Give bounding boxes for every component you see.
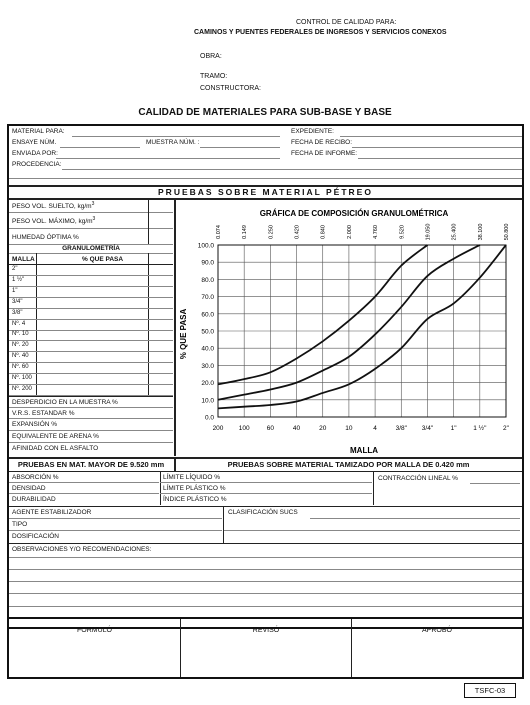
top-tick-label: 9.520 xyxy=(399,225,406,239)
y-tick-label: 70.0 xyxy=(201,294,214,302)
malla-label: Nº. 20 xyxy=(12,342,29,349)
y-tick-label: 40.0 xyxy=(201,345,214,353)
densidad-label: DENSIDAD xyxy=(12,485,46,492)
y-tick-label: 90.0 xyxy=(201,259,214,267)
desperdicio-label: DESPERDICIO EN LA MUESTRA % xyxy=(12,399,118,406)
tamizado-banner: PRUEBAS SOBRE MATERIAL TAMIZADO POR MALLA DE 0.420 mm xyxy=(227,460,470,469)
expansion-label: EXPANSIÓN % xyxy=(12,421,58,428)
agente-label: AGENTE ESTABILIZADOR xyxy=(12,509,92,516)
constructora-label: CONSTRUCTORA: xyxy=(200,85,261,92)
top-tick-label: 0.420 xyxy=(294,225,301,239)
bottom-tick-label: 20 xyxy=(319,425,327,432)
limite-plastico-label: LÍMITE PLÁSTICO % xyxy=(163,485,226,492)
ensaye-num-label: ENSAYE NÚM. xyxy=(12,139,57,146)
y-tick-label: 60.0 xyxy=(201,311,214,319)
bottom-tick-label: 3/8" xyxy=(395,425,407,432)
bottom-tick-label: 4 xyxy=(373,425,377,432)
formulo-label: FORMULÓ xyxy=(77,627,112,634)
col-pasa-header: % QUE PASA xyxy=(82,256,124,263)
durabilidad-label: DURABILIDAD xyxy=(12,496,56,503)
chart-title: GRÁFICA DE COMPOSICIÓN GRANULOMÉTRICA xyxy=(259,209,449,218)
malla-label: 3/4" xyxy=(12,298,23,305)
top-tick-label: 4.760 xyxy=(373,225,380,239)
malla-label: 1 ½" xyxy=(12,276,25,283)
malla-label: Nº. 100 xyxy=(12,375,32,381)
humedad-label: HUMEDAD ÓPTIMA % xyxy=(12,234,79,241)
chart-xlabel: MALLA xyxy=(350,446,378,455)
col-malla-header: MALLA xyxy=(12,256,35,263)
bottom-tick-label: 100 xyxy=(238,425,250,432)
y-tick-label: 10.0 xyxy=(201,397,214,405)
indice-plastico-label: ÍNDICE PLÁSTICO % xyxy=(163,496,227,503)
bottom-tick-label: 40 xyxy=(292,425,301,432)
malla-label: Nº. 60 xyxy=(12,364,29,371)
top-tick-label: 25.400 xyxy=(451,223,458,241)
limite-liquido-label: LÍMITE LÍQUIDO % xyxy=(163,474,221,481)
y-tick-label: 80.0 xyxy=(201,276,214,284)
enviada-por-label: ENVIADA POR: xyxy=(12,150,58,157)
y-tick-label: 50.0 xyxy=(201,328,214,336)
absorcion-label: ABSORCIÓN % xyxy=(12,474,59,481)
fecha-informe-label: FECHA DE INFORME: xyxy=(291,150,358,157)
tramo-label: TRAMO: xyxy=(200,73,228,80)
top-tick-label: 38.100 xyxy=(477,223,484,241)
chart-ylabel: % QUE PASA xyxy=(179,308,188,360)
form-code: TSFC-03 xyxy=(464,683,516,698)
muestra-num-label: MUESTRA NÚM. : xyxy=(146,139,200,146)
bottom-tick-label: 60 xyxy=(266,425,274,432)
y-tick-label: 20.0 xyxy=(201,380,214,388)
contraccion-label: CONTRACCIÓN LINEAL % xyxy=(378,475,458,482)
fecha-recibo-label: FECHA DE RECIBO: xyxy=(291,139,353,146)
top-tick-label: 0.074 xyxy=(216,225,222,239)
malla-label: Nº. 10 xyxy=(12,331,29,338)
top-tick-label: 2.000 xyxy=(346,225,353,239)
bottom-tick-label: 3/4" xyxy=(421,425,434,432)
gradation-curve-3 xyxy=(218,245,506,408)
reviso-label: REVISÓ xyxy=(252,627,280,634)
clasificacion-label: CLASIFICACIÓN SUCS xyxy=(228,509,298,516)
petreo-banner: PRUEBAS SOBRE MATERIAL PÉTREO xyxy=(158,187,373,197)
malla-label: 2" xyxy=(12,266,18,272)
top-tick-label: 0.840 xyxy=(320,225,327,239)
vrs-label: V.R.S. ESTANDAR % xyxy=(12,410,75,417)
y-tick-label: 0.0 xyxy=(204,414,214,422)
top-tick-label: 0.250 xyxy=(268,225,275,239)
peso-suelto-label: PESO VOL. SUELTO, $kg/m^3$ xyxy=(12,201,95,211)
top-tick-label: 0.149 xyxy=(242,225,249,239)
obra-label: OBRA: xyxy=(200,53,222,60)
malla-label: Nº. 40 xyxy=(12,353,29,360)
procedencia-label: PROCEDENCIA: xyxy=(12,161,62,168)
malla-label: Nº. 4 xyxy=(12,320,26,327)
granulometria-heading: GRANULOMETRÍA xyxy=(62,245,120,252)
header-line1: CONTROL DE CALIDAD PARA: xyxy=(296,19,397,26)
expediente-label: EXPEDIENTE: xyxy=(291,128,334,135)
peso-maximo-label: PESO VOL. MÁXIMO, $kg/m^3$ xyxy=(12,216,96,226)
bottom-tick-label: 1" xyxy=(450,425,457,432)
tipo-label: TIPO xyxy=(12,521,28,528)
material-para-label: MATERIAL PARA: xyxy=(12,128,65,135)
top-tick-label: 19.050 xyxy=(425,223,432,241)
aprobo-label: APROBÓ xyxy=(422,627,452,634)
afinidad-label: AFINIDAD CON EL ASFALTO xyxy=(12,445,99,452)
observaciones-label: OBSERVACIONES Y/O RECOMENDACIONES: xyxy=(12,546,152,553)
malla-label: 1" xyxy=(12,287,18,294)
top-tick-label: 50.800 xyxy=(504,223,510,241)
malla-label: Nº. 200 xyxy=(12,385,32,392)
bottom-tick-label: 200 xyxy=(212,425,224,432)
bottom-tick-label: 10 xyxy=(345,425,353,432)
bottom-tick-label: 1 ½" xyxy=(473,425,487,432)
malla-label: 3/8" xyxy=(12,309,23,316)
equivalente-label: EQUIVALENTE DE ARENA % xyxy=(12,433,99,440)
header-line2: CAMINOS Y PUENTES FEDERALES DE INGRESOS Y SERVICIOS CONEXOS xyxy=(194,29,447,36)
page-title: CALIDAD DE MATERIALES PARA SUB-BASE Y BASE xyxy=(138,107,392,118)
y-tick-label: 100.0 xyxy=(197,242,214,250)
dosificacion-label: DOSIFICACIÓN xyxy=(12,533,59,540)
y-tick-label: 30.0 xyxy=(201,362,214,370)
bottom-tick-label: 2" xyxy=(503,425,509,432)
mat-mayor-banner: PRUEBAS EN MAT. MAYOR DE 9.520 mm xyxy=(17,460,165,469)
granulometric-chart xyxy=(176,199,522,456)
